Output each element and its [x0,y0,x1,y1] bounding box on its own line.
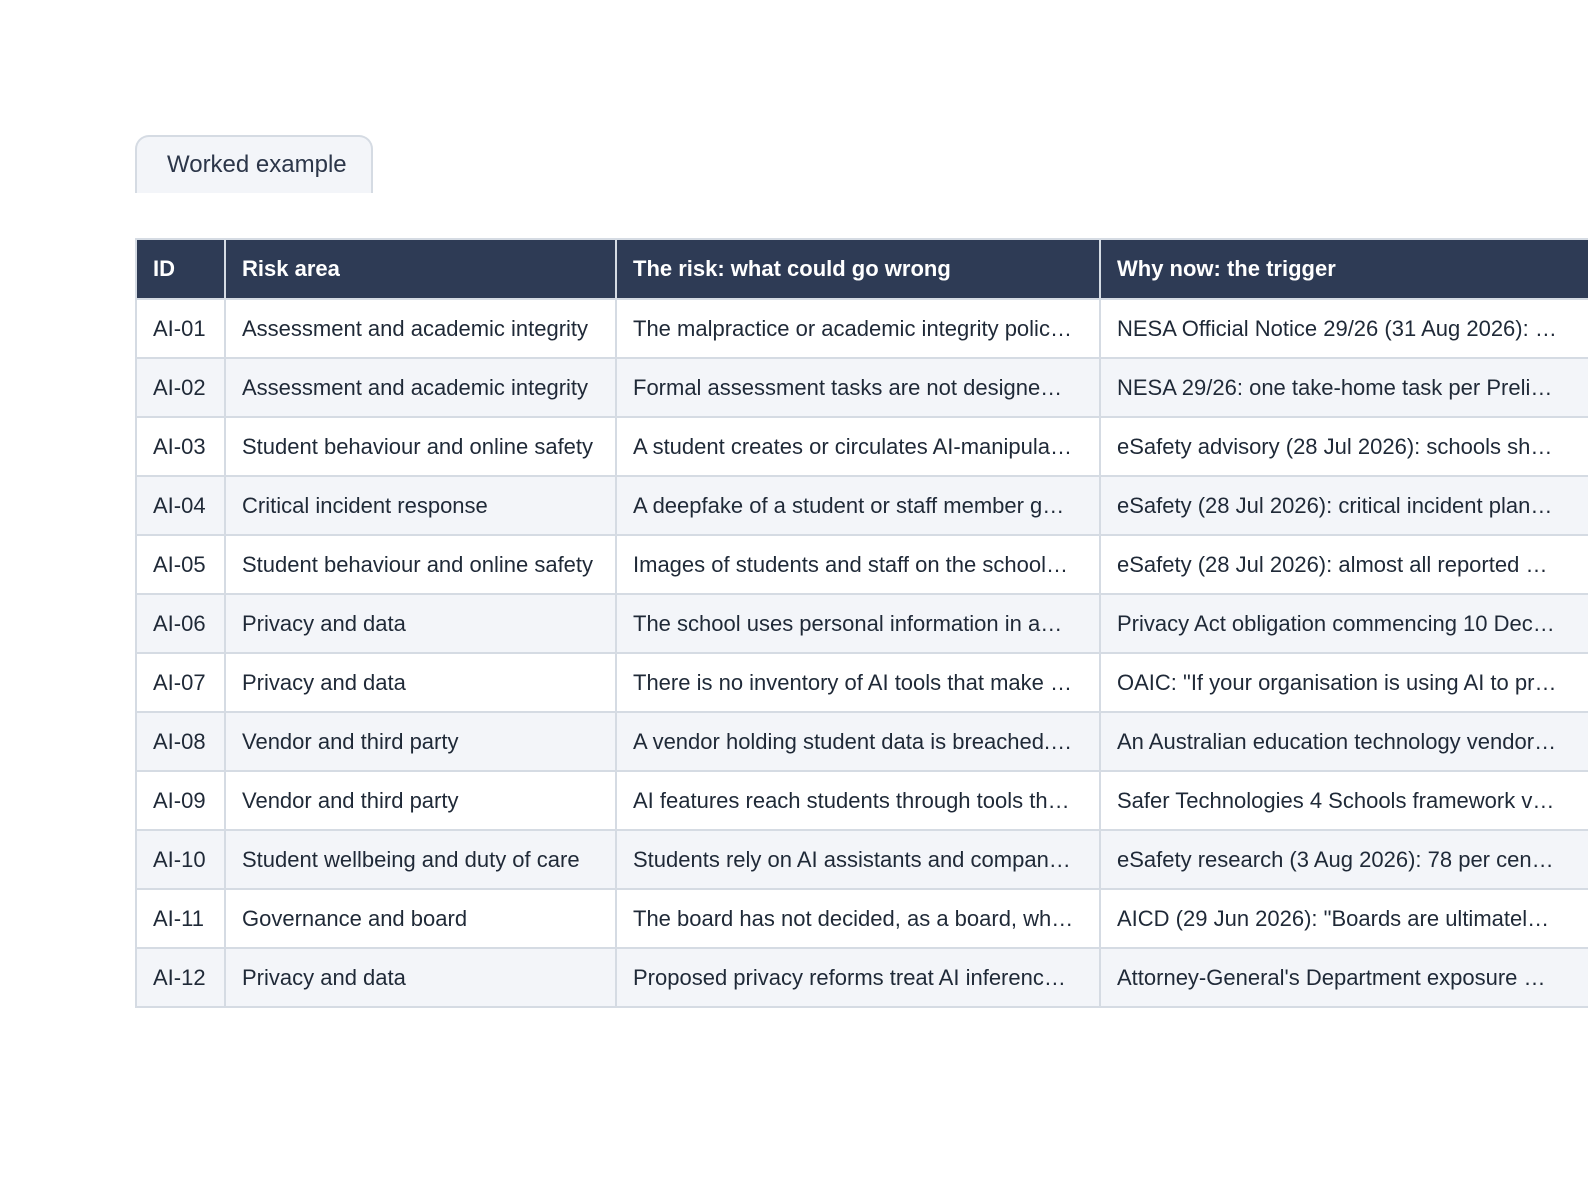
cell-risk-area: Vendor and third party [225,771,616,830]
cell-risk: There is no inventory of AI tools that make … [616,653,1100,712]
cell-id: AI-09 [136,771,225,830]
cell-risk: The malpractice or academic integrity polic… [616,299,1100,358]
table-row[interactable] [136,889,1588,948]
table-header-row [136,239,1588,299]
cell-id: AI-11 [136,889,225,948]
cell-risk: A vendor holding student data is breached.… [616,712,1100,771]
cell-id: AI-01 [136,299,225,358]
cell-why-now: eSafety (28 Jul 2026): almost all reported … [1100,535,1588,594]
cell-why-now: eSafety advisory (28 Jul 2026): schools sh… [1100,417,1588,476]
cell-why-now: eSafety research (3 Aug 2026): 78 per cen… [1100,830,1588,889]
table-row[interactable] [136,771,1588,830]
cell-id: AI-03 [136,417,225,476]
cell-risk: Students rely on AI assistants and compan… [616,830,1100,889]
cell-risk-area: Vendor and third party [225,712,616,771]
cell-risk-area: Governance and board [225,889,616,948]
cell-risk: A student creates or circulates AI-manipula… [616,417,1100,476]
table-row[interactable] [136,948,1588,1007]
column-header-risk[interactable]: The risk: what could go wrong [616,239,1100,299]
table-row[interactable] [136,299,1588,358]
cell-risk: Formal assessment tasks are not designe… [616,358,1100,417]
cell-risk-area: Student behaviour and online safety [225,417,616,476]
cell-why-now: OAIC: "If your organisation is using AI to pr… [1100,653,1588,712]
cell-risk-area: Privacy and data [225,948,616,1007]
cell-id: AI-05 [136,535,225,594]
table-row[interactable] [136,535,1588,594]
table-row[interactable] [136,594,1588,653]
table-row[interactable] [136,653,1588,712]
cell-id: AI-07 [136,653,225,712]
column-header-risk-area[interactable]: Risk area [225,239,616,299]
table-row[interactable] [136,358,1588,417]
cell-id: AI-12 [136,948,225,1007]
cell-id: AI-10 [136,830,225,889]
cell-why-now: NESA 29/26: one take-home task per Preli… [1100,358,1588,417]
cell-risk-area: Assessment and academic integrity [225,299,616,358]
tab-worked-example[interactable]: Worked example [135,135,373,193]
cell-risk-area: Student behaviour and online safety [225,535,616,594]
cell-why-now: NESA Official Notice 29/26 (31 Aug 2026): … [1100,299,1588,358]
cell-why-now: AICD (29 Jun 2026): "Boards are ultimatel… [1100,889,1588,948]
risk-register-table-container [135,238,1588,1008]
table-row[interactable] [136,712,1588,771]
cell-risk: Images of students and staff on the school… [616,535,1100,594]
cell-risk-area: Privacy and data [225,594,616,653]
risk-register-table [135,238,1588,1008]
cell-risk: Proposed privacy reforms treat AI inferenc… [616,948,1100,1007]
cell-id: AI-08 [136,712,225,771]
cell-why-now: eSafety (28 Jul 2026): critical incident plan… [1100,476,1588,535]
table-row[interactable] [136,830,1588,889]
cell-risk: A deepfake of a student or staff member g… [616,476,1100,535]
cell-why-now: Privacy Act obligation commencing 10 Dec… [1100,594,1588,653]
table-row[interactable] [136,417,1588,476]
cell-why-now: Safer Technologies 4 Schools framework v… [1100,771,1588,830]
column-header-id[interactable]: ID [136,239,225,299]
cell-risk-area: Privacy and data [225,653,616,712]
column-header-why-now[interactable]: Why now: the trigger [1100,239,1588,299]
cell-risk-area: Critical incident response [225,476,616,535]
cell-id: AI-04 [136,476,225,535]
cell-why-now: Attorney-General's Department exposure … [1100,948,1588,1007]
cell-risk: The board has not decided, as a board, wh… [616,889,1100,948]
cell-risk: The school uses personal information in a… [616,594,1100,653]
cell-risk: AI features reach students through tools th… [616,771,1100,830]
cell-risk-area: Assessment and academic integrity [225,358,616,417]
cell-id: AI-06 [136,594,225,653]
cell-risk-area: Student wellbeing and duty of care [225,830,616,889]
cell-id: AI-02 [136,358,225,417]
table-body [136,299,1588,1007]
cell-why-now: An Australian education technology vendor… [1100,712,1588,771]
table-row[interactable] [136,476,1588,535]
